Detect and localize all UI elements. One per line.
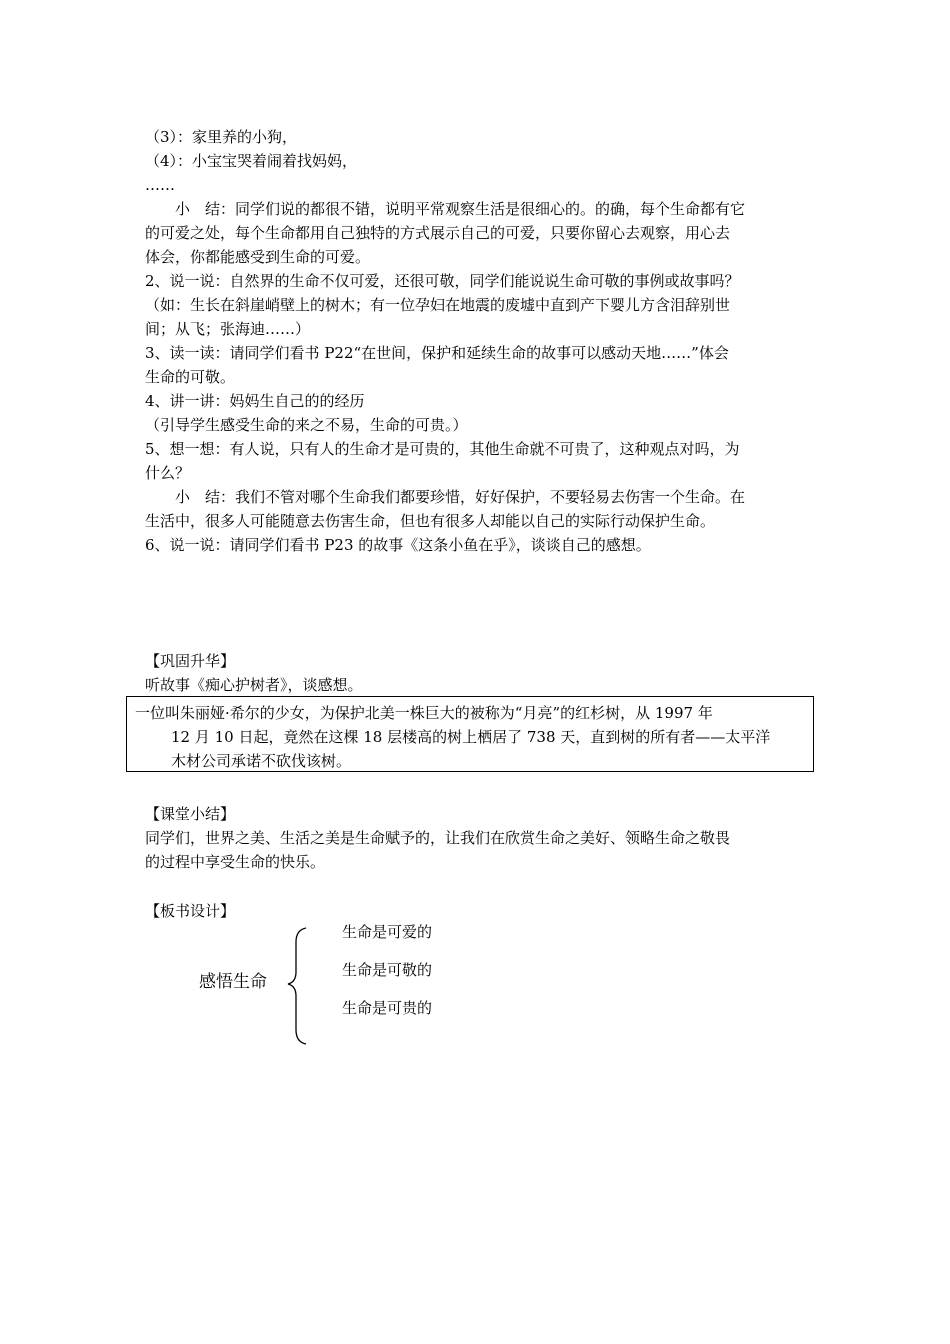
summary-line: 小 结：我们不管对哪个生命我们都要珍惜，好好保护，不要轻易去伤害一个生命。在 [175, 488, 746, 506]
consolidate-text: 听故事《痴心护树者》，谈感想。 [145, 676, 363, 694]
activity-line: 什么？ [145, 464, 191, 482]
summary-line: 小 结：同学们说的都很不错，说明平常观察生活是很细心的。的确，每个生命都有它 [175, 200, 746, 218]
list-item: （4）：小宝宝哭着闹着找妈妈， [145, 152, 358, 170]
story-line: 12 月 10 日起，竟然在这棵 18 层楼高的树上栖居了 738 天，直到树的所有者——太平洋 [171, 728, 771, 746]
activity-line: 5、想一想：有人说，只有人的生命才是可贵的，其他生命就不可贵了，这种观点对吗，为 [145, 440, 740, 458]
lesson-body [145, 125, 820, 557]
list-item: （3）：家里养的小狗， [145, 128, 298, 146]
story-box [126, 696, 814, 772]
class-summary-line: 的过程中享受生命的快乐。 [145, 853, 326, 871]
board-item: 生命是可敬的 [342, 961, 433, 979]
section-heading-board: 【板书设计】 [145, 902, 236, 920]
story-line: 木材公司承诺不砍伐该树。 [171, 752, 352, 770]
activity-line: （如：生长在斜崖峭壁上的树木；有一位孕妇在地震的废墟中直到产下婴儿方含泪辞别世 [145, 296, 731, 314]
activity-line: 2、说一说：自然界的生命不仅可爱，还很可敬，同学们能说说生命可敬的事例或故事吗？ [145, 272, 740, 290]
board-item: 生命是可贵的 [342, 999, 433, 1017]
activity-line: 生命的可敬。 [145, 368, 236, 386]
section-heading-consolidate: 【巩固升华】 [145, 652, 236, 670]
board-item: 生命是可爱的 [342, 923, 433, 941]
section-heading-class-summary: 【课堂小结】 [145, 805, 236, 823]
activity-line: （引导学生感受生命的来之不易，生命的可贵。） [145, 416, 468, 434]
activity-line: 3、读一读：请同学们看书 P22“在世间，保护和延续生命的故事可以感动天地……”体会 [145, 344, 729, 362]
summary-line: 的可爱之处，每个生命都用自己独特的方式展示自己的可爱，只要你留心去观察，用心去 [145, 224, 731, 242]
activity-line: 间；从飞；张海迪……） [145, 320, 311, 338]
activity-line: 4、讲一讲：妈妈生自己的的经历 [145, 392, 365, 410]
summary-line: 生活中，很多人可能随意去伤害生命，但也有很多人却能以自己的实际行动保护生命。 [145, 512, 716, 530]
activity-line: 6、说一说：请同学们看书 P23 的故事《这条小鱼在乎》，谈谈自己的感想。 [145, 536, 651, 554]
story-line: 一位叫朱丽娅·希尔的少女，为保护北美一株巨大的被称为“月亮”的红杉树，从 1997 年 [135, 704, 713, 722]
board-title: 感悟生命 [199, 972, 267, 992]
ellipsis-line: …… [145, 176, 175, 194]
summary-line: 体会，你都能感受到生命的可爱。 [145, 248, 371, 266]
class-summary-line: 同学们，世界之美、生活之美是生命赋予的，让我们在欣赏生命之美好、领略生命之敬畏 [145, 829, 731, 847]
curly-brace-icon [280, 926, 310, 1046]
